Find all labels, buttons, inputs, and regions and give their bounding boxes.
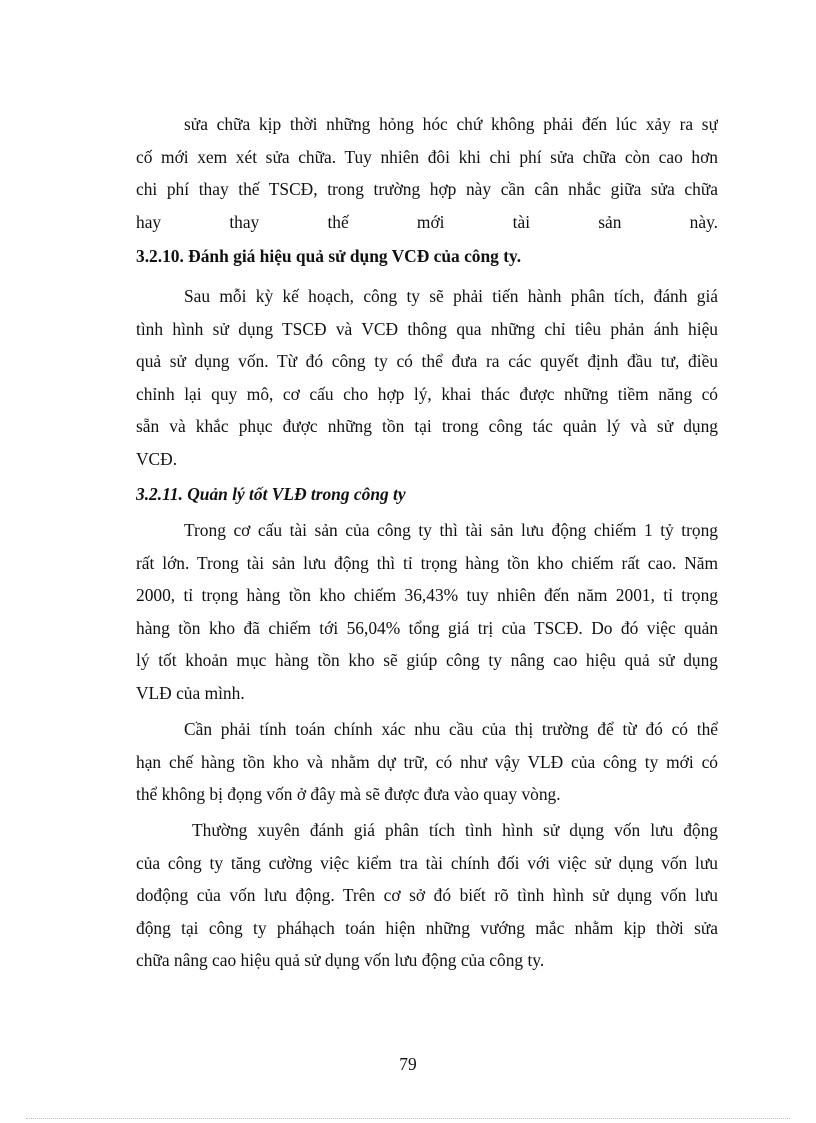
text-line: chỉnh lại quy mô, cơ cấu cho hợp lý, khai thác được những tiềm năng có	[136, 383, 718, 404]
text-line: dođộng của vốn lưu động. Trên cơ sở đó biết rõ tình hình sử dụng vốn lưu	[136, 885, 718, 906]
section-heading-3-2-11	[136, 478, 718, 511]
text-line: VCĐ.	[136, 448, 178, 469]
section-heading: 3.2.11. Quản lý tốt VLĐ trong công ty	[136, 484, 406, 504]
text-line: Sau mỗi kỳ kế hoạch, công ty sẽ phải tiến hành phân tích, đánh giá	[184, 286, 718, 306]
text-line: tình hình sử dụng TSCĐ và VCĐ thông qua những chỉ tiêu phản ánh hiệu	[136, 318, 718, 339]
paragraph-working-capital	[136, 814, 718, 977]
text-line: hay thay thế mới tài sản này.	[136, 211, 718, 232]
text-line: chữa nâng cao hiệu quả sử dụng vốn lưu động của công ty.	[136, 950, 545, 971]
text-line: 2000, tỉ trọng hàng tồn kho chiếm 36,43% tuy nhiên đến năm 2001, tỉ trọng	[136, 585, 718, 606]
text-line: thể không bị đọng vốn ở đây mà sẽ được đưa vào quay vòng.	[136, 784, 561, 805]
text-line: cố mới xem xét sửa chữa. Tuy nhiên đôi khi chi phí sửa chữa còn cao hơn	[136, 146, 718, 167]
text-line: Thường xuyên đánh giá phân tích tình hình sử dụng vốn lưu động	[192, 820, 718, 840]
text-line: sửa chữa kịp thời những hỏng hóc chứ không phải đến lúc xảy ra sự	[184, 114, 718, 134]
text-line: của công ty tăng cường việc kiểm tra tài chính đối với việc sử dụng vốn lưu	[136, 852, 718, 873]
text-line: sẵn và khắc phục được những tồn tại trong công tác quản lý và sử dụng	[136, 416, 718, 437]
section-heading: 3.2.10. Đánh giá hiệu quả sử dụng VCĐ của công ty.	[136, 246, 522, 266]
text-line: lý tốt khoản mục hàng tồn kho sẽ giúp công ty nâng cao hiệu quả sử dụng	[136, 650, 718, 671]
text-line: Cần phải tính toán chính xác nhu cầu của thị trường để từ đó có thể	[184, 719, 718, 739]
paragraph-inventory	[136, 514, 718, 710]
page-number: 79	[399, 1054, 417, 1074]
paragraph-repair-continuation	[136, 108, 718, 238]
text-line: Trong cơ cấu tài sản của công ty thì tài sản lưu động chiếm 1 tỷ trọng	[184, 520, 718, 540]
text-line: chi phí thay thế TSCĐ, trong trường hợp này cần cân nhắc giữa sửa chữa	[136, 179, 718, 200]
text-line: hàng tồn kho đã chiếm tới 56,04% tổng giá trị của TSCĐ. Do đó việc quản	[136, 617, 718, 638]
text-line: quả sử dụng vốn. Từ đó công ty có thể đưa ra các quyết định đầu tư, điều	[136, 351, 718, 372]
text-line: động tại công ty pháhạch toán hiện những vướng mắc nhằm kịp thời sửa	[136, 917, 718, 938]
paragraph-vcd-evaluation	[136, 280, 718, 476]
text-line: hạn chế hàng tồn kho và nhằm dự trữ, có như vậy VLĐ của công ty mới có	[136, 751, 718, 772]
footer-divider	[26, 1118, 790, 1119]
text-line: rất lớn. Trong tài sản lưu động thì tỉ trọng hàng tồn kho chiếm rất cao. Năm	[136, 552, 718, 573]
paragraph-market-demand	[136, 713, 718, 811]
section-heading-3-2-10	[136, 240, 718, 273]
text-line: VLĐ của mình.	[136, 682, 245, 703]
